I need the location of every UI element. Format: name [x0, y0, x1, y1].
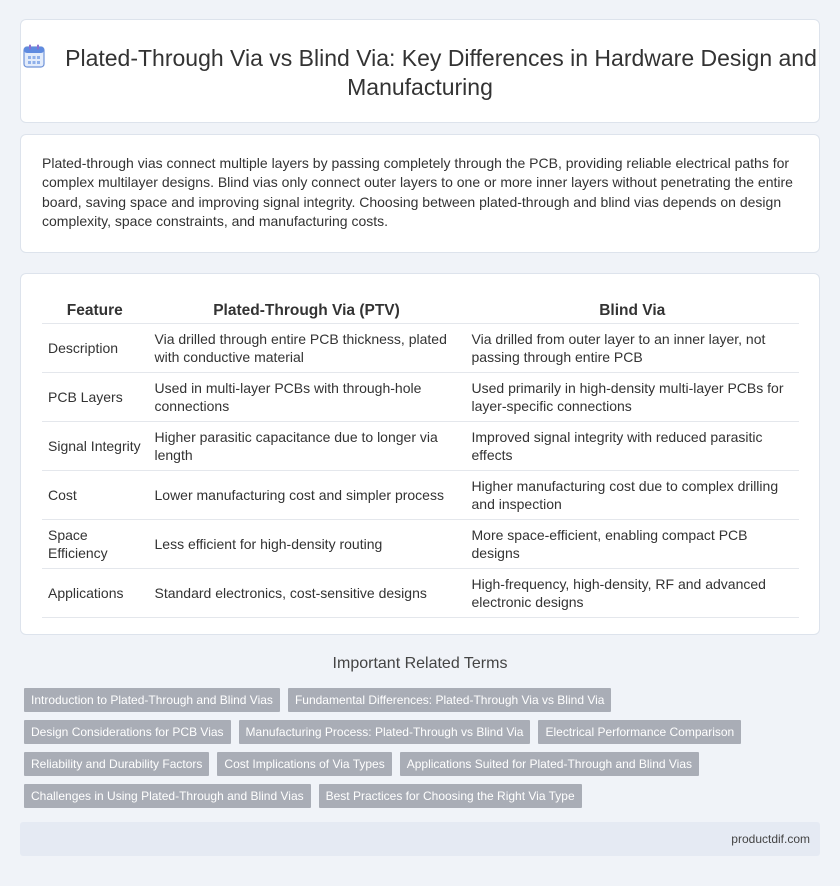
- header-feature: Feature: [42, 294, 148, 323]
- header-card: [20, 19, 820, 123]
- tag-row: [24, 688, 824, 712]
- row-ptv-value: Standard electronics, cost-sensitive designs: [148, 568, 465, 617]
- row-ptv-value: Via drilled through entire PCB thickness, plated with conductive material: [148, 323, 465, 372]
- table-row: [42, 372, 799, 421]
- calendar-icon: [23, 44, 45, 68]
- related-term-link[interactable]: Applications Suited for Plated-Through and Blind Vias: [400, 752, 699, 776]
- intro-paragraph: Plated-through vias connect multiple layers by passing completely through the PCB, providing reliable electrical paths for complex multilayer designs. Blind vias only connect outer layers to one or more inner layers without penetrating the entire board, saving space and improving signal integrity. Choosing between plated-through and blind vias depends on design complexity, space constraints, and manufacturing costs.: [42, 155, 793, 229]
- table-row: [42, 519, 799, 568]
- intro-card: [20, 134, 820, 253]
- related-term-link[interactable]: Design Considerations for PCB Vias: [24, 720, 231, 744]
- related-terms-list: [24, 688, 824, 816]
- comparison-table-card: [20, 273, 820, 635]
- row-blind-value: High-frequency, high-density, RF and advanced electronic designs: [465, 568, 799, 617]
- row-feature: Signal Integrity: [42, 421, 148, 470]
- row-feature: Space Efficiency: [42, 519, 148, 568]
- table-row: [42, 323, 799, 372]
- table-row: [42, 470, 799, 519]
- row-ptv-value: Lower manufacturing cost and simpler process: [148, 470, 465, 519]
- page-title-container: [21, 44, 819, 102]
- row-feature: PCB Layers: [42, 372, 148, 421]
- row-blind-value: Higher manufacturing cost due to complex drilling and inspection: [465, 470, 799, 519]
- row-feature: Applications: [42, 568, 148, 617]
- row-ptv-value: Higher parasitic capacitance due to longer via length: [148, 421, 465, 470]
- row-blind-value: More space-efficient, enabling compact PCB designs: [465, 519, 799, 568]
- related-term-link[interactable]: Electrical Performance Comparison: [538, 720, 741, 744]
- related-term-link[interactable]: Challenges in Using Plated-Through and Blind Vias: [24, 784, 311, 808]
- page-title: Plated-Through Via vs Blind Via: Key Differences in Hardware Design and Manufacturing: [65, 45, 817, 100]
- footer-bar: [20, 822, 820, 856]
- table-row: [42, 421, 799, 470]
- tag-row: [24, 784, 824, 808]
- row-blind-value: Via drilled from outer layer to an inner layer, not passing through entire PCB: [465, 323, 799, 372]
- related-term-link[interactable]: Manufacturing Process: Plated-Through vs Blind Via: [239, 720, 531, 744]
- row-feature: Description: [42, 323, 148, 372]
- table-header-row: [42, 294, 799, 323]
- row-blind-value: Improved signal integrity with reduced parasitic effects: [465, 421, 799, 470]
- related-terms-title: Important Related Terms: [332, 655, 508, 672]
- row-ptv-value: Used in multi-layer PCBs with through-hole connections: [148, 372, 465, 421]
- comparison-table: [42, 294, 799, 618]
- related-term-link[interactable]: Best Practices for Choosing the Right Via Type: [319, 784, 582, 808]
- related-term-link[interactable]: Reliability and Durability Factors: [24, 752, 209, 776]
- tag-row: [24, 752, 824, 776]
- related-term-link[interactable]: Cost Implications of Via Types: [217, 752, 391, 776]
- row-feature: Cost: [42, 470, 148, 519]
- row-blind-value: Used primarily in high-density multi-layer PCBs for layer-specific connections: [465, 372, 799, 421]
- header-plated-through-via: Plated-Through Via (PTV): [148, 294, 465, 323]
- tag-row: [24, 720, 824, 744]
- table-row: [42, 568, 799, 617]
- related-term-link[interactable]: Introduction to Plated-Through and Blind Vias: [24, 688, 280, 712]
- header-blind-via: Blind Via: [465, 294, 799, 323]
- related-term-link[interactable]: Fundamental Differences: Plated-Through Via vs Blind Via: [288, 688, 612, 712]
- row-ptv-value: Less efficient for high-density routing: [148, 519, 465, 568]
- footer-site-name[interactable]: productdif.com: [731, 832, 810, 846]
